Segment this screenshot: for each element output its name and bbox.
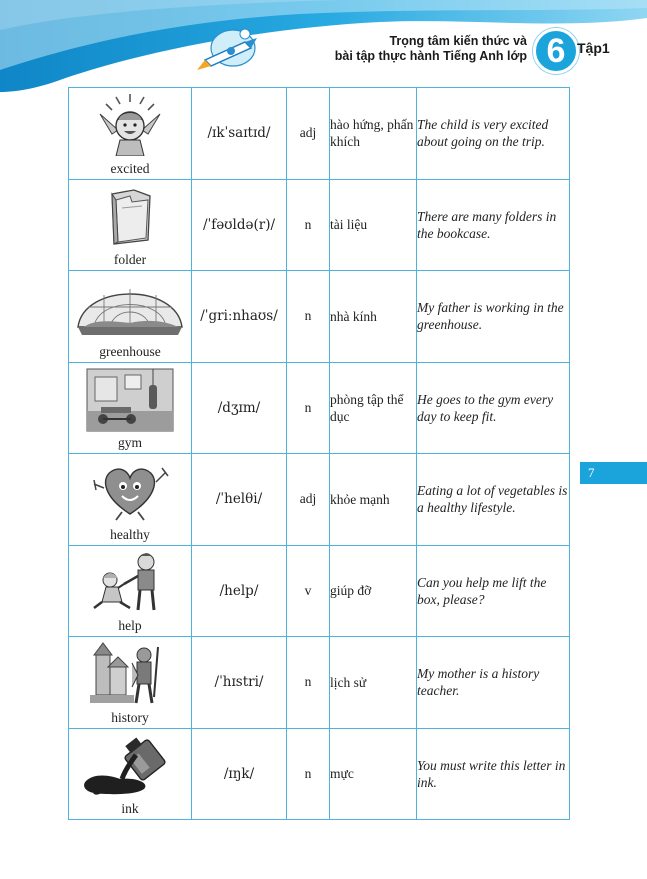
pos-cell: n	[287, 179, 330, 271]
vocab-word: help	[118, 618, 142, 633]
pos-cell: n	[287, 637, 330, 729]
picture-cell	[69, 362, 192, 454]
example-cell: My mother is a history teacher.	[417, 637, 570, 729]
table-row	[69, 545, 570, 637]
example-cell: Eating a lot of vegetables is a healthy lifestyle.	[417, 454, 570, 546]
meaning-cell: hào hứng, phấn khích	[330, 88, 417, 180]
ipa-cell: /dʒɪm/	[192, 362, 287, 454]
picture-cell	[69, 454, 192, 546]
picture-cell	[69, 545, 192, 637]
pos-cell: n	[287, 362, 330, 454]
vocab-word: ink	[121, 801, 139, 816]
heart-icon	[88, 458, 172, 522]
helping-children-icon	[88, 550, 172, 614]
picture-cell	[69, 179, 192, 271]
picture-cell	[69, 728, 192, 820]
meaning-cell: giúp đỡ	[330, 545, 417, 637]
pos-cell: adj	[287, 454, 330, 546]
table-row	[69, 271, 570, 363]
example-cell: There are many folders in the bookcase.	[417, 179, 570, 271]
volume-label: Tập1	[577, 40, 610, 56]
folder-icon	[90, 184, 170, 248]
vocabulary-table	[68, 87, 570, 820]
ipa-cell: /help/	[192, 545, 287, 637]
meaning-cell: phòng tập thể dục	[330, 362, 417, 454]
vocab-word: greenhouse	[99, 343, 161, 359]
pos-cell: v	[287, 545, 330, 637]
greenhouse-icon	[74, 275, 186, 339]
ipa-cell: /ˈhelθi/	[192, 454, 287, 546]
ipa-cell: /ˈgriːnhaʊs/	[192, 271, 287, 363]
ipa-cell: /ˈhɪstri/	[192, 637, 287, 729]
ipa-cell: /ɪŋk/	[192, 728, 287, 820]
pos-cell: n	[287, 728, 330, 820]
meaning-cell: nhà kính	[330, 271, 417, 363]
rocket-icon	[193, 20, 263, 76]
vocab-word: gym	[117, 435, 142, 450]
vocab-word: excited	[110, 160, 150, 176]
excited-child-icon	[90, 92, 170, 156]
table-row	[69, 88, 570, 180]
grade-badge: 6	[533, 28, 579, 74]
page-number-tab: 7	[580, 462, 647, 484]
picture-cell	[69, 637, 192, 729]
pos-cell: n	[287, 271, 330, 363]
vocab-word: healthy	[110, 526, 150, 542]
meaning-cell: lịch sử	[330, 637, 417, 729]
example-cell: Can you help me lift the box, please?	[417, 545, 570, 637]
vocab-word: folder	[113, 252, 147, 267]
table-row	[69, 454, 570, 546]
meaning-cell: tài liệu	[330, 179, 417, 271]
pos-cell: adj	[287, 88, 330, 180]
table-row	[69, 637, 570, 729]
ipa-cell: /ˈfəʊldə(r)/	[192, 179, 287, 271]
table-row	[69, 362, 570, 454]
meaning-cell: mực	[330, 728, 417, 820]
example-cell: My father is working in the greenhouse.	[417, 271, 570, 363]
ipa-cell: /ɪkˈsaɪtɪd/	[192, 88, 287, 180]
picture-cell	[69, 88, 192, 180]
title-line-1: Trọng tâm kiến thức và	[389, 34, 527, 48]
picture-cell	[69, 271, 192, 363]
example-cell: The child is very excited about going on the trip.	[417, 88, 570, 180]
table-row	[69, 179, 570, 271]
table-row	[69, 728, 570, 820]
page-header	[0, 0, 647, 92]
meaning-cell: khỏe mạnh	[330, 454, 417, 546]
example-cell: He goes to the gym every day to keep fit.	[417, 362, 570, 454]
knight-castle-icon	[88, 641, 172, 707]
title-line-2: bài tập thực hành Tiếng Anh lớp	[334, 49, 527, 63]
ink-bottle-icon	[80, 733, 180, 797]
gym-icon	[85, 367, 175, 433]
example-cell: You must write this letter in ink.	[417, 728, 570, 820]
vocab-word: history	[111, 709, 149, 725]
book-title	[335, 34, 527, 64]
